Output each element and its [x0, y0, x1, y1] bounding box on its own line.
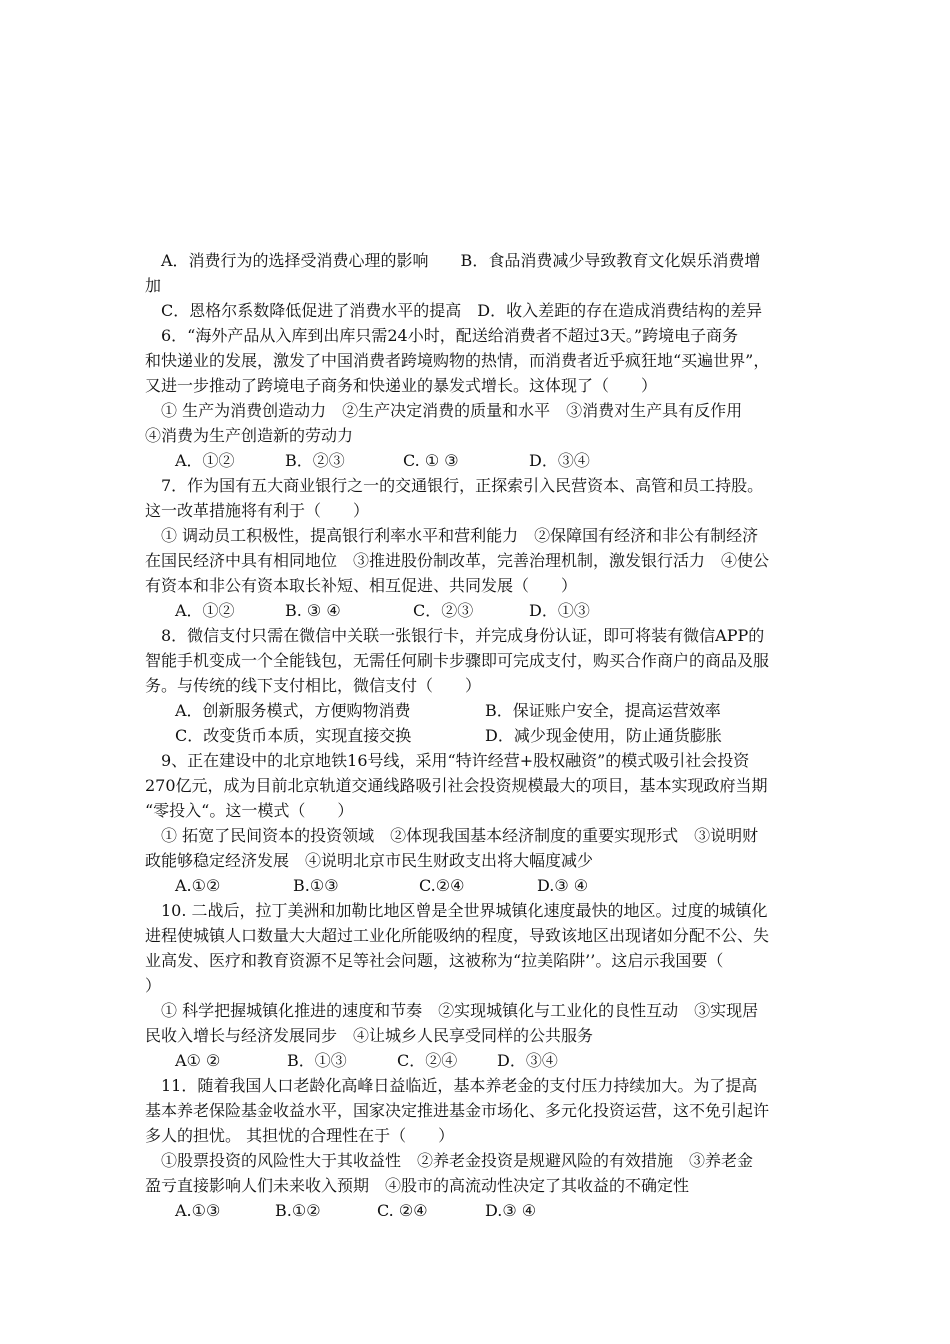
option-b: B．保证账户安全，提高运营效率	[485, 701, 721, 720]
option-d: D．①③	[529, 601, 590, 620]
text-line: 智能手机变成一个全能钱包，无需任何刷卡步骤即可完成支付，购买合作商户的商品及服	[145, 651, 770, 670]
option-b: B.①③	[293, 876, 339, 895]
text-line: 有资本和非公有资本取长补短、相互促进、共同发展（ ）	[145, 576, 578, 595]
option-b: B.①②	[275, 1201, 321, 1220]
option-a: A.①②	[175, 876, 221, 895]
question-11-line: 11．随着我国人口老龄化高峰日益临近，基本养老金的支付压力持续加大。为了提高	[145, 1076, 758, 1095]
text-line: ①股票投资的风险性大于其收益性 ②养老金投资是规避风险的有效措施 ③养老金	[145, 1151, 754, 1170]
option-c: C．②④	[397, 1051, 458, 1070]
text-line: “零投入“。这一模式（ ）	[145, 801, 354, 820]
answer-options	[145, 451, 825, 471]
option-d: D．③④	[497, 1051, 558, 1070]
option-c: C. ②④	[377, 1201, 428, 1220]
text-line: 进程使城镇人口数量大大超过工业化所能吸纳的程度，导致该地区出现诸如分配不公、失	[145, 926, 770, 945]
option-d: D.③ ④	[485, 1201, 537, 1220]
option-a: A．①②	[175, 601, 235, 620]
question-10-line: 10. 二战后，拉丁美洲和加勒比地区曾是全世界城镇化速度最快的地区。过度的城镇化	[145, 901, 768, 920]
option-d: D.③ ④	[537, 876, 589, 895]
text-line: 又进一步推动了跨境电子商务和快递业的暴发式增长。这体现了（ ）	[145, 376, 658, 395]
option-d: D．③④	[529, 451, 590, 470]
text-line: C．恩格尔系数降低促进了消费水平的提高 D．收入差距的存在造成消费结构的差异	[145, 301, 763, 320]
option-a: A．①②	[175, 451, 235, 470]
option-c: C．②③	[413, 601, 474, 620]
option-b: B. ③ ④	[285, 601, 341, 620]
text-line: 多人的担忧。 其担忧的合理性在于（ ）	[145, 1126, 455, 1145]
answer-options	[145, 876, 825, 896]
question-6-line: 6．“海外产品从入库到出库只需24小时，配送给消费者不超过3天。”跨境电子商务	[145, 326, 739, 345]
option-a: A① ②	[175, 1051, 221, 1070]
text-line: 在国民经济中具有相同地位 ③推进股份制改革，完善治理机制，激发银行活力 ④使公	[145, 551, 770, 570]
option-c: C．改变货币本质，实现直接交换	[175, 726, 412, 745]
question-7-line: 7．作为国有五大商业银行之一的交通银行，正探索引入民营资本、高管和员工持股。	[145, 476, 764, 495]
option-a: A．创新服务模式，方便购物消费	[175, 701, 411, 720]
text-line: ① 调动员工积极性，提高银行利率水平和营利能力 ②保障国有经济和非公有制经济	[145, 526, 759, 545]
option-b: B．①③	[287, 1051, 347, 1070]
option-d: D．减少现金使用，防止通货膨胀	[485, 726, 722, 745]
answer-options	[145, 726, 825, 746]
option-b: B．②③	[285, 451, 345, 470]
text-line: 民收入增长与经济发展同步 ④让城乡人民享受同样的公共服务	[145, 1026, 594, 1045]
text-line: 基本养老保险基金收益水平，国家决定推进基金市场化、多元化投资运营，这不免引起许	[145, 1101, 770, 1120]
answer-options	[145, 1201, 825, 1221]
text-line: 加	[145, 276, 162, 295]
text-line: ① 拓宽了民间资本的投资领域 ②体现我国基本经济制度的重要实现形式 ③说明财	[145, 826, 759, 845]
answer-options	[145, 601, 825, 621]
option-a: A.①③	[175, 1201, 221, 1220]
text-line: 盈亏直接影响人们未来收入预期 ④股市的高流动性决定了其收益的不确定性	[145, 1176, 690, 1195]
option-c: C.②④	[419, 876, 465, 895]
text-line: 业高发、医疗和教育资源不足等社会问题，这被称为“拉美陷阱’’。这启示我国要（	[145, 951, 724, 970]
text-line: ）	[145, 976, 162, 995]
text-line: 这一改革措施将有利于（ ）	[145, 501, 370, 520]
option-c: C. ① ③	[403, 451, 459, 470]
text-line: ④消费为生产创造新的劳动力	[145, 426, 354, 445]
text-line: ① 生产为消费创造动力 ②生产决定消费的质量和水平 ③消费对生产具有反作用	[145, 401, 743, 420]
text-line: A．消费行为的选择受消费心理的影响 B．食品消费减少导致教育文化娱乐消费增	[145, 251, 761, 270]
text-line: 政能够稳定经济发展 ④说明北京市民生财政支出将大幅度减少	[145, 851, 594, 870]
text-line: 务。与传统的线下支付相比，微信支付（ ）	[145, 676, 482, 695]
question-8-line: 8．微信支付只需在微信中关联一张银行卡，并完成身份认证，即可将装有微信APP的	[145, 626, 765, 645]
question-9-line: 9、正在建设中的北京地铁16号线，采用“特许经营+股权融资”的模式吸引社会投资	[145, 751, 750, 770]
answer-options	[145, 1051, 825, 1071]
answer-options	[145, 701, 825, 721]
text-line: 270亿元，成为目前北京轨道交通线路吸引社会投资规模最大的项目，基本实现政府当期	[145, 776, 768, 795]
text-line: 和快递业的发展，激发了中国消费者跨境购物的热情，而消费者近乎疯狂地“买遍世界”，	[145, 351, 770, 370]
text-line: ① 科学把握城镇化推进的速度和节奏 ②实现城镇化与工业化的良性互动 ③实现居	[145, 1001, 759, 1020]
